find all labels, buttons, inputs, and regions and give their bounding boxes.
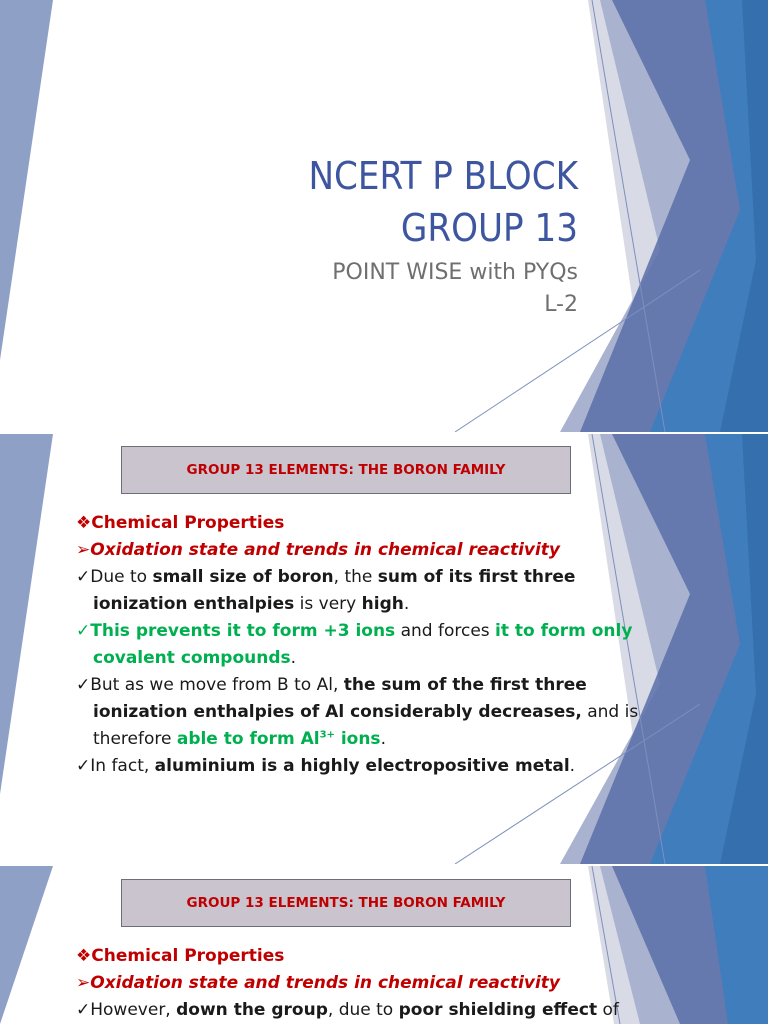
- text-bold: down the group: [176, 1000, 328, 1020]
- text: .: [403, 594, 410, 614]
- left-accent-shape: [0, 866, 53, 1024]
- point-3-line-1: [76, 672, 636, 699]
- check-icon: ✓: [76, 621, 91, 641]
- content-slide-1: [0, 434, 768, 864]
- point-4-line-1: [76, 753, 636, 780]
- text: and is: [581, 702, 639, 722]
- text-bold: ionization enthalpies: [93, 594, 295, 614]
- content-slide-2: [0, 866, 768, 1024]
- text-green-bold: covalent compounds: [93, 648, 291, 668]
- slide-subtitle-line1: POINT WISE with PYQs: [332, 260, 578, 285]
- superscript: 3+: [319, 729, 335, 741]
- text: of: [597, 1000, 619, 1020]
- heading-line: [76, 510, 636, 537]
- slide-body: [76, 943, 636, 1024]
- subheading-line: [76, 537, 636, 564]
- heading-line: [76, 943, 636, 970]
- text: and forces: [395, 621, 496, 641]
- diamond-bullet-icon: ❖: [76, 946, 92, 966]
- point-3-line-2: [76, 699, 639, 726]
- text-green-bold: able to form Al: [176, 729, 320, 749]
- point-1-line-1: [76, 564, 636, 591]
- title-slide: [0, 0, 768, 432]
- text: .: [380, 729, 386, 749]
- check-icon: ✓: [76, 567, 91, 587]
- text-bold: poor shielding effect: [398, 1000, 598, 1020]
- text: In fact,: [90, 756, 155, 776]
- text: .: [569, 756, 576, 776]
- text-bold: aluminium is a highly electropositive metal: [154, 756, 570, 776]
- diamond-bullet-icon: ❖: [76, 513, 92, 533]
- text-bold: small size of boron: [152, 567, 334, 587]
- subheading-line: [76, 970, 636, 997]
- text-bold: ionization enthalpies of Al considerably decreases,: [93, 702, 582, 722]
- slide-title-line2: GROUP 13: [400, 206, 578, 250]
- check-icon: ✓: [76, 675, 91, 695]
- arrow-bullet-icon: ➢: [76, 973, 91, 993]
- heading-text: Chemical Properties: [91, 513, 285, 533]
- text: , due to: [327, 1000, 399, 1020]
- text: , the: [333, 567, 378, 587]
- text: However,: [90, 1000, 177, 1020]
- subheading-text: Oxidation state and trends in chemical reactivity: [90, 973, 561, 993]
- text-bold: high: [361, 594, 404, 614]
- text: is very: [294, 594, 362, 614]
- text: therefore: [93, 729, 177, 749]
- left-accent-shape: [0, 0, 53, 360]
- check-icon: ✓: [76, 756, 91, 776]
- left-accent-shape: [0, 434, 53, 794]
- arrow-bullet-icon: ➢: [76, 540, 91, 560]
- slide-body: [76, 510, 639, 780]
- text-green-bold: it to form only: [495, 621, 633, 641]
- point-2-line-1: [76, 618, 636, 645]
- slide-decoration: [0, 0, 768, 432]
- check-icon: ✓: [76, 1000, 91, 1020]
- text-green-bold: ions: [334, 729, 381, 749]
- slide-title-line1: NCERT P BLOCK: [308, 154, 578, 198]
- section-banner: GROUP 13 ELEMENTS: THE BORON FAMILY: [121, 879, 571, 927]
- subheading-text: Oxidation state and trends in chemical reactivity: [90, 540, 561, 560]
- point-1-line-2: [76, 591, 636, 618]
- point-3-line-3: [76, 726, 636, 753]
- slide-subtitle-line2: L-2: [544, 292, 578, 317]
- section-banner: GROUP 13 ELEMENTS: THE BORON FAMILY: [121, 446, 571, 494]
- text-bold: sum of its first three: [377, 567, 576, 587]
- point-1-line-1: [76, 997, 636, 1024]
- heading-text: Chemical Properties: [91, 946, 285, 966]
- point-2-line-2: [76, 645, 636, 672]
- text: Due to: [90, 567, 153, 587]
- text-bold: the sum of the first three: [343, 675, 587, 695]
- text-green-bold: This prevents it to form +3 ions: [90, 621, 396, 641]
- text: But as we move from B to Al,: [90, 675, 344, 695]
- text: .: [290, 648, 297, 668]
